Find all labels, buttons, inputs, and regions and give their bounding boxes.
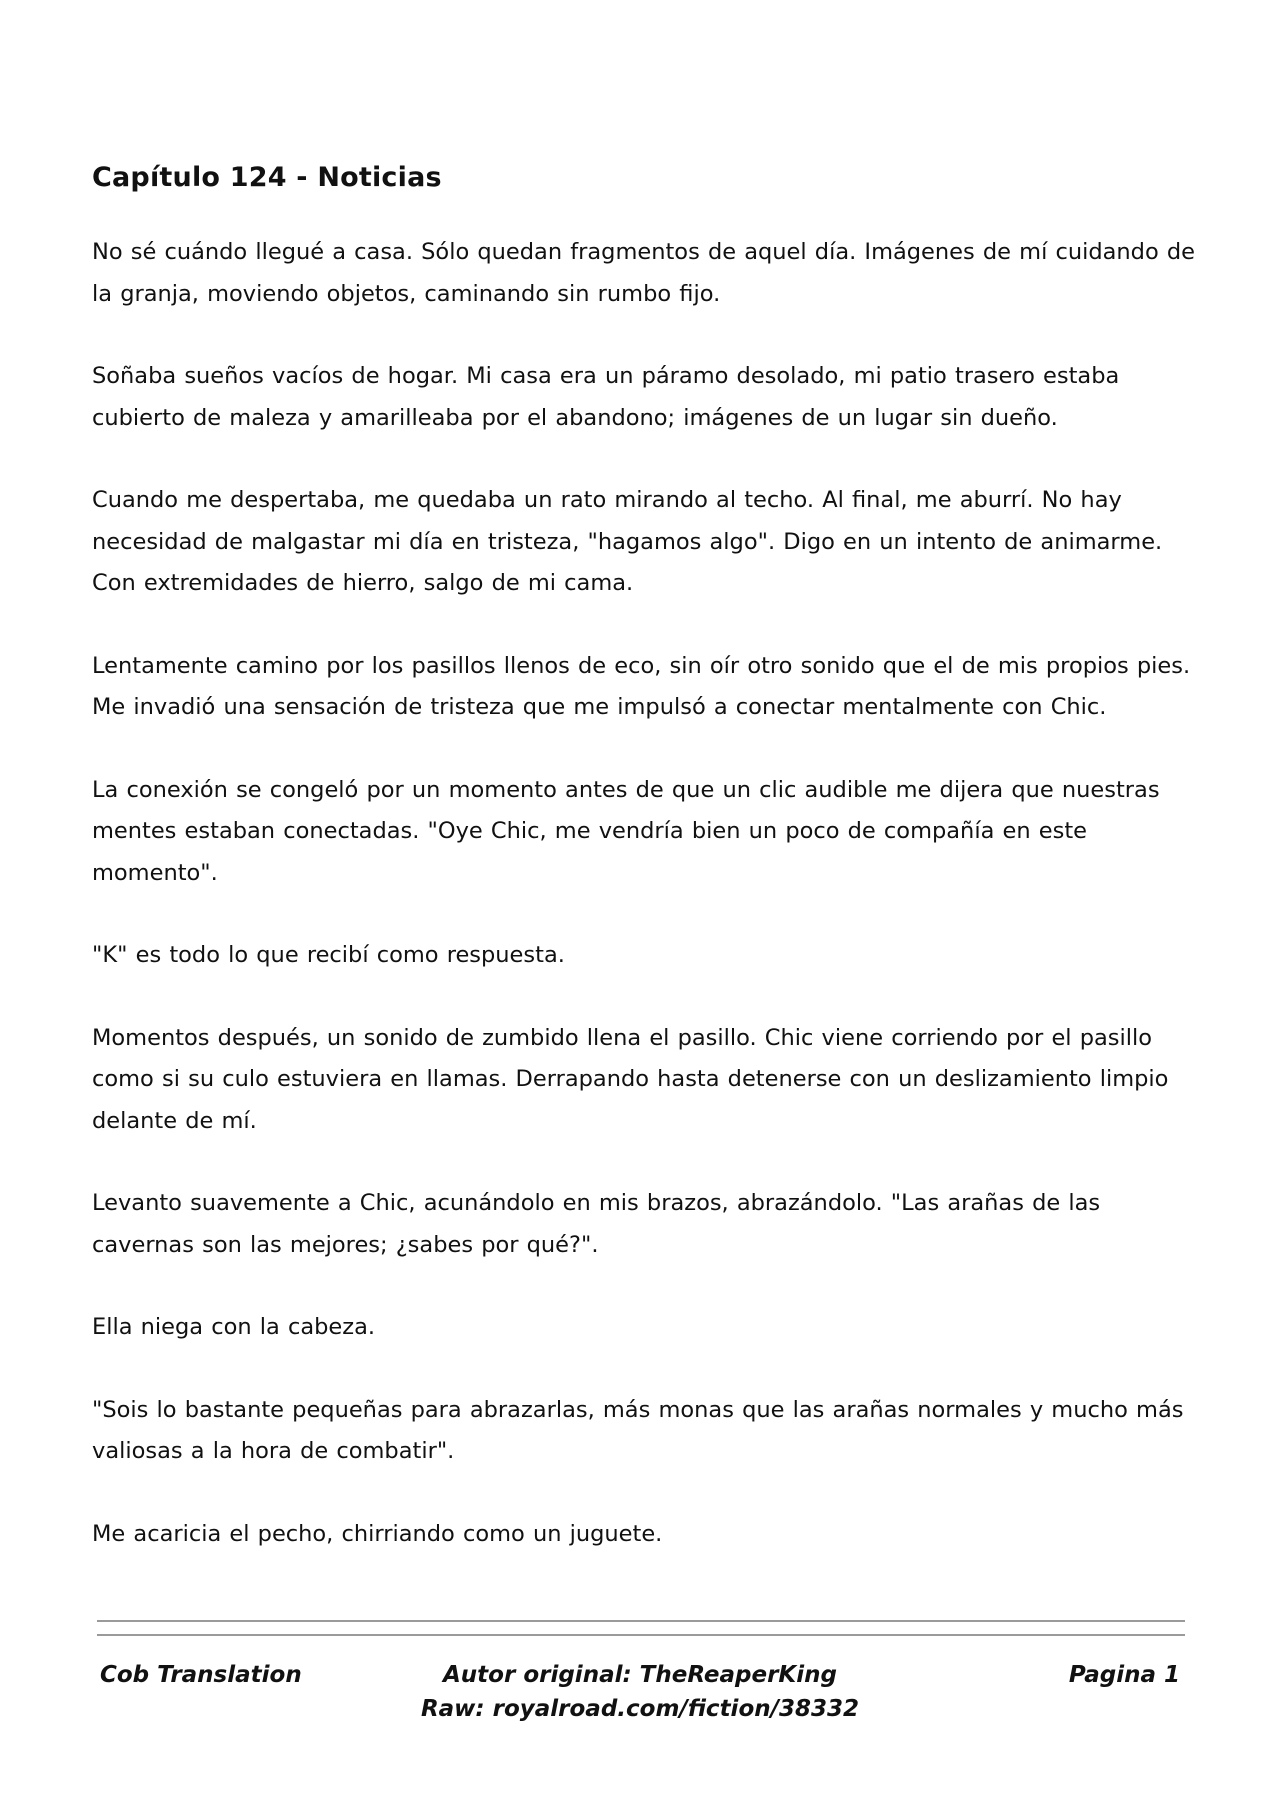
paragraph: No sé cuándo llegué a casa. Sólo quedan fragmentos de aquel día. Imágenes de mí cuidando de la granja, moviendo objetos, caminando sin rumbo fijo. xyxy=(92,239,1196,307)
paragraph: Levanto suavemente a Chic, acunándolo en mis brazos, abrazándolo. "Las arañas de las cavernas son las mejores; ¿sabes por qué?". xyxy=(92,1190,1101,1258)
footer-divider-top xyxy=(97,1620,1185,1622)
paragraph: Momentos después, un sonido de zumbido llena el pasillo. Chic viene corriendo por el pasillo como si su culo estuviera en llamas. Derrapando hasta detenerse con un deslizamiento limpio delante de mí. xyxy=(92,1024,1169,1134)
paragraph: Ella niega con la cabeza. xyxy=(92,1314,376,1340)
footer-raw-source: Raw: royalroad.com/fiction/38332 xyxy=(420,1696,860,1722)
chapter-body xyxy=(92,158,1202,1596)
paragraph: Lentamente camino por los pasillos llenos de eco, sin oír otro sonido que el de mis propios pies. Me invadió una sensación de tristeza que me impulsó a conectar mentalmente con Chic. xyxy=(92,652,1191,720)
footer-translator: Cob Translation xyxy=(100,1662,302,1688)
paragraph: Me acaricia el pecho, chirriando como un juguete. xyxy=(92,1520,663,1547)
chapter-title: Capítulo 124 - Noticias xyxy=(92,162,442,193)
footer-original-author: Autor original: TheReaperKing xyxy=(443,1662,837,1688)
paragraph: "K" es todo lo que recibí como respuesta. xyxy=(92,942,565,968)
paragraph: La conexión se congeló por un momento antes de que un clic audible me dijera que nuestras mentes estaban conectadas. "Oye Chic, me vendría bien un poco de compañía en este momento". xyxy=(92,776,1160,886)
paragraph: Soñaba sueños vacíos de hogar. Mi casa era un páramo desolado, mi patio trasero estaba cubierto de maleza y amarilleaba por el abandono; imágenes de un lugar sin dueño. xyxy=(92,363,1120,431)
paragraph: "Sois lo bastante pequeñas para abrazarlas, más monas que las arañas normales y mucho más valiosas a la hora de combatir". xyxy=(92,1396,1184,1464)
paragraph: Cuando me despertaba, me quedaba un rato mirando al techo. Al final, me aburrí. No hay necesidad de malgastar mi día en tristeza, "hagamos algo". Digo en un intento de animarme. Con extremidades de hierro, salgo de mi cama. xyxy=(92,487,1163,596)
footer-divider-bottom xyxy=(97,1634,1185,1636)
footer-page-number: Pagina 1 xyxy=(1068,1662,1180,1688)
